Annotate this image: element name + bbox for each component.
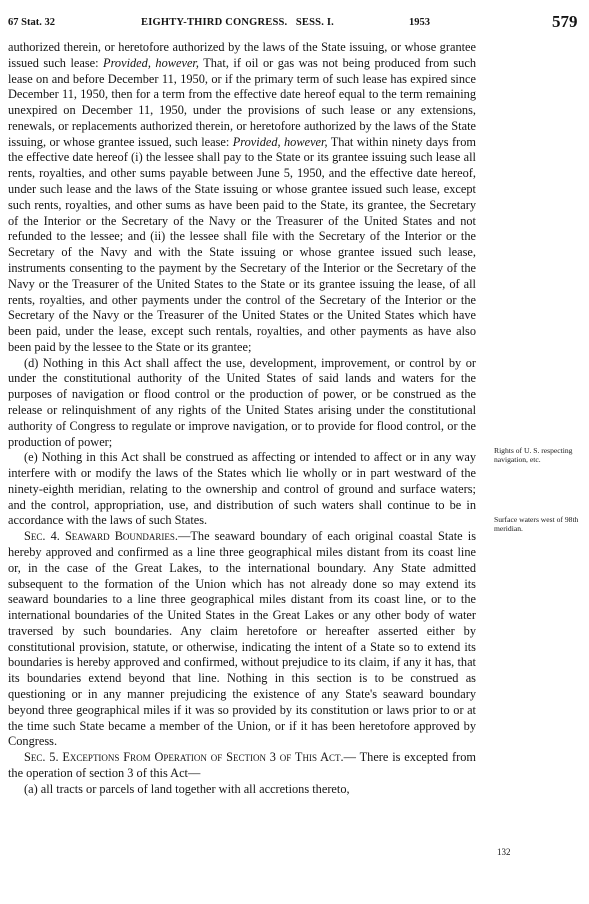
paragraph-e-surface-waters: (e) Nothing in this Act shall be construed as affecting or intended to affect or in any way interfere with or modify the laws of the States which lie wholly or in part westward of the ninety-eighth meridian, relating to the ownership and control of ground and surface waters; and the control, appropriation, use, and distribution of such waters shall continue to be in accordance with the laws of such States. <box>8 450 476 528</box>
page-number: 579 <box>552 12 578 31</box>
section-heading: Sec. 4. Seaward Boundaries. <box>24 529 179 544</box>
congress-label: EIGHTY-THIRD CONGRESS. <box>141 17 288 28</box>
session-label: SESS. I. <box>295 17 334 28</box>
margin-page-reference: 132 <box>497 847 511 857</box>
running-title <box>141 17 334 28</box>
paragraph-a-tracts: (a) all tracts or parcels of land together with all accretions thereto, <box>24 781 350 796</box>
margin-note-surface-waters: Surface waters west of 98th meridian. <box>494 515 579 533</box>
paragraph-lease-provisions: authorized therein, or heretofore authorized by the laws of the State issuing, or whose grantee issued such lease: Provided, however, That, if oil or gas was not being produced from such lease on and before December 11, 1950, or if the primary term of such lease has expired since December 11, 1950, then for a term from the effective date hereof equal to the term remaining unexpired on December 11, 1950, under the provisions of such lease or any extensions, renewals, or replacements authorized therein, or heretofore authorized by the laws of the State issuing, or whose grantee issued, such lease: Provided, however, That within ninety days from the effective date hereof (i) the lessee shall pay to the State or its grantee issuing such lease all rents, royalties, and other sums payable between June 5, 1950, and the effective date hereof, under such lease and the laws of the State issuing or whose grantee issued such lease, except such rents, royalties, and other sums as have been paid to the State, its grantee, the Secretary of the Interior or the Secretary of the Navy or the Treasurer of the United States and not refunded to the lessee; and (ii) the lessee shall file with the Secretary of the Interior or the Secretary of the Navy and with the State issuing or whose grantee issued such lease, instruments consenting to the payment by the Secretary of the Interior or the Secretary of the Navy or the Treasurer of the United States to the State or its grantee issuing the lease, of all rents, royalties, and other payments under the control of the Secretary of the Interior or the Secretary of the Navy or the Treasurer of the United States or the United States which have been paid, under the lease, except such rentals, royalties, and other payments as have also been paid by the lessee to the State or its grantee; <box>8 40 477 354</box>
main-text-column <box>8 40 476 798</box>
paragraph-d-navigation: (d) Nothing in this Act shall affect the use, development, improvement, or control by or under the constitutional authority of the United States of said lands and waters for the purposes of navigation or flood control or the production of power, or be construed as the release or relinquishment of any rights of the United States arising under the constitutional authority of Congress to regulate or improve navigation, or to provide for flood control, or the production of power; <box>8 355 476 449</box>
section-5-exceptions: Sec. 5. Exceptions From Operation of Section 3 of This Act.— There is excepted from the operation of section 3 of this Act— <box>8 750 476 780</box>
margin-note-navigation: Rights of U. S. respecting navigation, etc. <box>494 446 573 464</box>
section-4-seaward-boundaries: Sec. 4. Seaward Boundaries.—The seaward boundary of each original coastal State is hereby approved and confirmed as a line three geographical miles distant from its coast line or, in the case of the Great Lakes, to the international boundary. Any State admitted subsequent to the formation of the Union which has not already done so may extend its seaward boundaries to a line three geographical miles distant from its coast line, or to the international boundaries of the United States in the Great Lakes or any other body of water traversed by such boundaries. Any claim heretofore or hereafter asserted either by constitutional provision, statute, or otherwise, indicating the intent of a State so to extend its boundaries is hereby approved and confirmed, without prejudice to its claim, if any it has, that its boundaries extend beyond that line. Nothing in this section is to be construed as questioning or in any manner prejudicing the existence of any State's seaward boundary beyond three geographical miles if it was so provided by its constitution or laws prior to or at the time such State became a member of the Union, or if it has been heretofore approved by Congress. <box>8 529 476 749</box>
running-header <box>6 12 584 36</box>
proviso-italic: Provided, however, <box>232 134 328 149</box>
statute-citation: 67 Stat. 32 <box>8 17 55 28</box>
proviso-italic: Provided, however, <box>103 55 199 70</box>
section-heading: Sec. 5. Exceptions From Operation of Section 3 of This Act. <box>24 750 344 765</box>
year-label: 1953 <box>409 17 430 28</box>
